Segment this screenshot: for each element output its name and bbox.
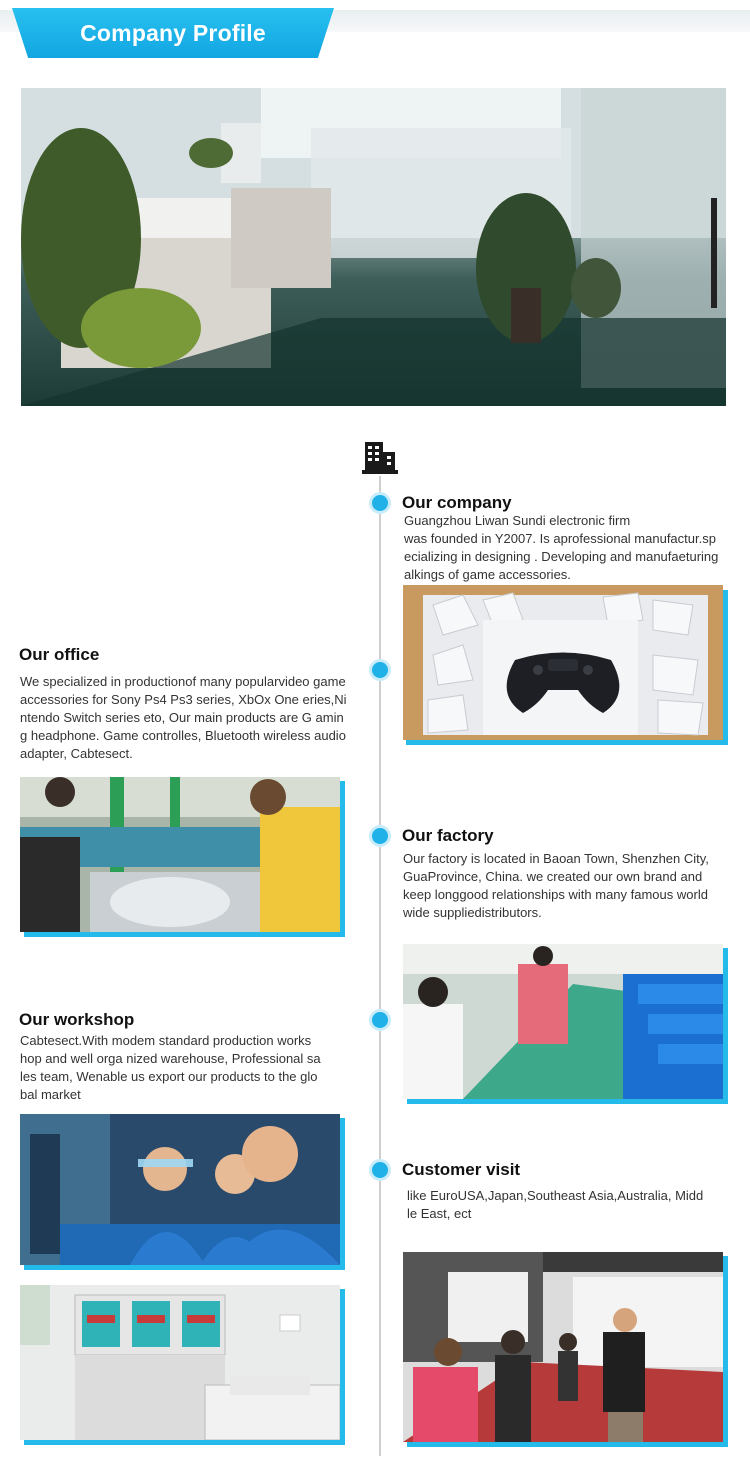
company-photo — [403, 585, 723, 740]
testing-equipment-scene — [20, 1285, 340, 1440]
office-text-line: We specialized in productionof many popularvideo game — [20, 674, 346, 689]
visit-photo — [403, 1252, 723, 1442]
factory-text — [403, 850, 748, 922]
office-scene — [21, 88, 726, 406]
timeline-line — [379, 476, 381, 1456]
factory-text-line: wide suppliedistributors. — [403, 905, 542, 920]
workshop-text-line: les team, Wenable us export our products to the glo — [20, 1069, 318, 1084]
company-text-line: Guangzhou Liwan Sundi electronic firm — [404, 513, 631, 528]
workshop-text-line: Cabtesect.With modem standard production works — [20, 1033, 312, 1048]
office-text-line: ntendo Switch series eto, Our main products are G amin — [20, 710, 344, 725]
timeline-dot-factory — [372, 828, 388, 844]
workshop-title: Our workshop — [19, 1010, 135, 1029]
page-title: Company Profile — [80, 20, 266, 46]
timeline-dot-office — [372, 662, 388, 678]
company-text-line: was founded in Y2007. Is aprofessional manufactur.sp — [404, 531, 716, 546]
company-text-line: ecializing in designing . Developing and manufaeturing — [404, 549, 719, 564]
company-text — [404, 512, 744, 584]
office-photo — [20, 777, 340, 932]
office-hero-photo — [21, 88, 726, 406]
factory-title: Our factory — [402, 826, 494, 845]
visit-text-line: le East, ect — [407, 1206, 472, 1221]
visit-text — [407, 1187, 747, 1223]
exhibition-hall-scene — [403, 1252, 723, 1442]
office-text-line: adapter, Cabtesect. — [20, 746, 133, 761]
timeline-dot-visit — [372, 1162, 388, 1178]
factory-floor-scene — [403, 944, 723, 1099]
workshop-photo — [20, 1114, 340, 1265]
office-text-line: g headphone. Game controlles, Bluetooth wireless audio — [20, 728, 346, 743]
visit-text-line: like EuroUSA,Japan,Southeast Asia,Australia, Midd — [407, 1188, 704, 1203]
factory-text-line: GuaProvince, China. we created our own brand and — [403, 869, 703, 884]
controller-box-scene — [403, 585, 723, 740]
workshop-text — [20, 1032, 365, 1104]
assembly-line-scene — [20, 777, 340, 932]
company-title: Our company — [402, 493, 512, 512]
visit-title: Customer visit — [402, 1160, 521, 1179]
company-text-line: alkings of game accessories. — [404, 567, 571, 582]
office-title: Our office — [19, 645, 100, 664]
office-text — [20, 673, 365, 763]
lab-photo — [20, 1285, 340, 1440]
timeline-dot-company — [372, 495, 388, 511]
workshop-text-line: hop and well orga nized warehouse, Professional sa — [20, 1051, 321, 1066]
building-icon — [362, 440, 398, 474]
timeline-dot-workshop — [372, 1012, 388, 1028]
factory-photo — [403, 944, 723, 1099]
office-text-line: accessories for Sony Ps4 Ps3 series, XbOx One eries,Ni — [20, 692, 347, 707]
factory-text-line: Our factory is located in Baoan Town, Shenzhen City, — [403, 851, 709, 866]
workshop-text-line: bal market — [20, 1087, 81, 1102]
factory-text-line: keep longgood relationships with many famous world — [403, 887, 708, 902]
engineers-scene — [20, 1114, 340, 1265]
